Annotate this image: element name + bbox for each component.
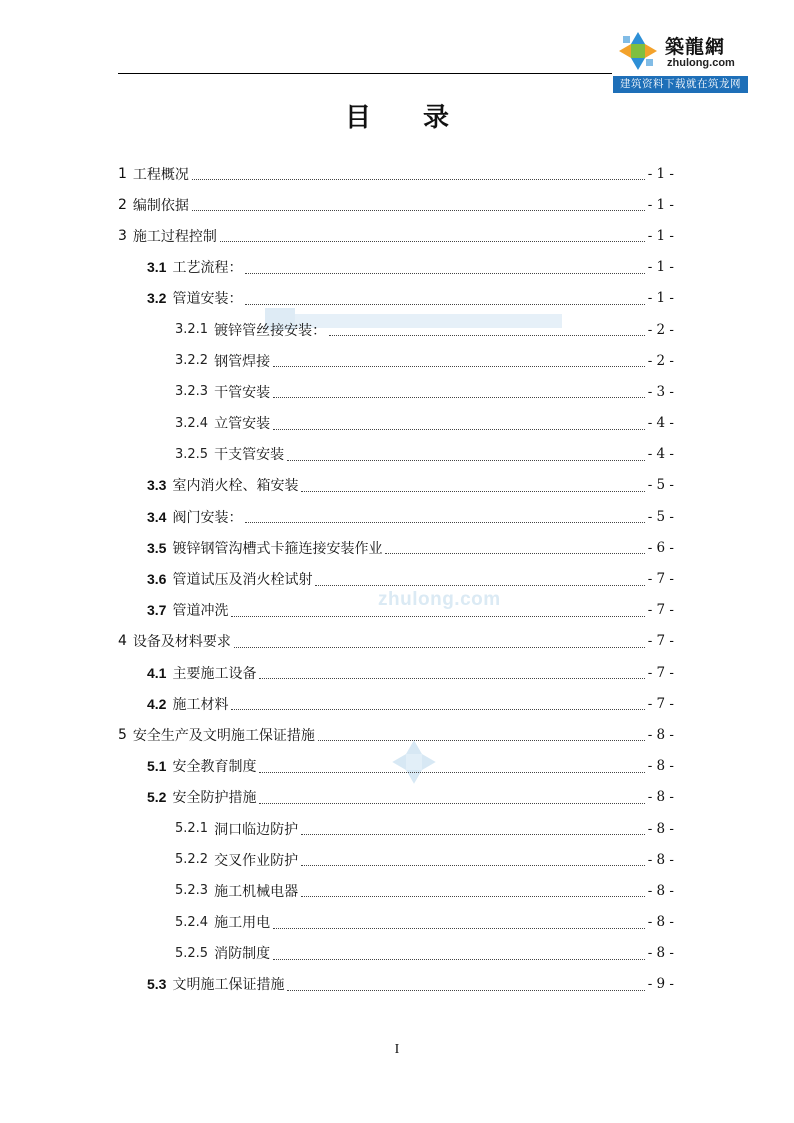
toc-dot-leader [234, 647, 645, 648]
toc-dot-leader [273, 928, 645, 929]
toc-entry[interactable] [118, 719, 674, 750]
toc-entry-number: 3.2.1 [175, 322, 209, 338]
toc-entry-number: 5.2.2 [175, 852, 209, 868]
toc-entry[interactable] [118, 283, 674, 314]
toc-entry-page: - 8 - [647, 726, 674, 743]
toc-dot-leader [220, 241, 645, 242]
toc-entry[interactable] [118, 439, 674, 470]
toc-entry-number: 3.2 [147, 290, 167, 307]
toc-dot-leader [287, 990, 644, 991]
toc-entry[interactable] [118, 938, 674, 969]
toc-entry-title: 管道冲洗 [172, 603, 229, 620]
toc-entry-page: - 4 - [647, 415, 674, 432]
toc-entry-number: 3 [118, 227, 127, 244]
toc-entry-title: 室内消火栓、箱安装 [172, 478, 299, 495]
toc-entry-page: - 7 - [647, 695, 674, 712]
toc-entry-number: 3.1 [147, 259, 167, 276]
toc-entry-number: 2 [118, 196, 127, 213]
toc-entry-page: - 7 - [647, 602, 674, 619]
toc-entry-page: - 1 - [647, 290, 674, 307]
toc-entry-page: - 8 - [647, 882, 674, 899]
title-char-1: 目 [344, 103, 371, 133]
toc-entry-title: 工艺流程： [172, 260, 243, 277]
watermark-text: zhulong.com [378, 589, 501, 610]
toc-entry-number: 5.1 [147, 758, 167, 775]
logo-slogan: 建筑资料下载就在筑龙网 [613, 76, 748, 93]
toc-entry-title: 阀门安装： [172, 509, 243, 526]
toc-entry[interactable] [118, 501, 674, 532]
toc-entry-title: 干管安装 [214, 384, 271, 401]
toc-entry-title: 交叉作业防护 [214, 852, 299, 869]
toc-dot-leader [231, 616, 644, 617]
toc-entry[interactable] [118, 875, 674, 906]
toc-entry-page: - 1 - [647, 259, 674, 276]
toc-entry-number: 3.2.3 [175, 384, 209, 400]
toc-entry-number: 4.2 [147, 695, 167, 712]
toc-dot-leader [259, 772, 644, 773]
toc-entry-number: 3.6 [147, 571, 167, 588]
toc-dot-leader [301, 491, 644, 492]
footer-page-number: I [394, 1042, 400, 1057]
toc-dot-leader [301, 834, 645, 835]
toc-dot-leader [301, 896, 645, 897]
toc-entry[interactable] [118, 907, 674, 938]
toc-entry-number: 4.1 [147, 664, 167, 681]
toc-entry[interactable] [118, 376, 674, 407]
toc-entry-number: 4 [118, 633, 127, 650]
toc-entry-title: 施工过程控制 [132, 228, 217, 245]
table-of-contents [118, 158, 674, 1000]
toc-dot-leader [245, 273, 644, 274]
toc-entry[interactable] [118, 563, 674, 594]
toc-entry-page: - 8 - [647, 851, 674, 868]
toc-entry-title: 安全生产及文明施工保证措施 [132, 727, 315, 744]
toc-dot-leader [273, 366, 645, 367]
toc-entry[interactable] [118, 220, 674, 251]
toc-entry[interactable] [118, 252, 674, 283]
toc-dot-leader [192, 179, 645, 180]
toc-entry-title: 施工机械电器 [214, 883, 299, 900]
toc-entry-page: - 1 - [647, 196, 674, 213]
toc-entry-page: - 1 - [647, 165, 674, 182]
toc-entry[interactable] [118, 844, 674, 875]
toc-entry-number: 5.2.1 [175, 821, 209, 837]
toc-entry-page: - 8 - [647, 789, 674, 806]
toc-entry-page: - 6 - [647, 539, 674, 556]
toc-entry[interactable] [118, 782, 674, 813]
toc-entry-title: 施工用电 [214, 915, 271, 932]
toc-entry-number: 5.2.4 [175, 914, 209, 930]
toc-entry-title: 工程概况 [132, 166, 189, 183]
toc-entry-number: 3.2.4 [175, 415, 209, 431]
toc-entry-page: - 7 - [647, 633, 674, 650]
toc-entry-page: - 5 - [647, 508, 674, 525]
toc-entry-number: 3.7 [147, 602, 167, 619]
toc-entry-title: 文明施工保证措施 [172, 977, 285, 994]
toc-entry[interactable] [118, 345, 674, 376]
toc-entry-number: 3.4 [147, 508, 167, 525]
toc-entry-title: 安全防护措施 [172, 790, 257, 807]
toc-dot-leader [245, 522, 644, 523]
toc-entry-number: 5.2.5 [175, 945, 209, 961]
toc-entry-title: 镀锌管丝接安装： [214, 322, 327, 339]
toc-entry-number: 5.2.3 [175, 883, 209, 899]
page-title [0, 97, 794, 134]
toc-entry-page: - 8 - [647, 758, 674, 775]
toc-entry[interactable] [118, 595, 674, 626]
logo-name: 築龍網 [665, 36, 726, 58]
toc-entry-page: - 9 - [647, 976, 674, 993]
toc-entry[interactable] [118, 189, 674, 220]
toc-entry[interactable] [118, 314, 674, 345]
toc-entry-page: - 3 - [647, 383, 674, 400]
toc-entry-number: 3.2.5 [175, 446, 209, 462]
toc-entry-page: - 2 - [647, 352, 674, 369]
toc-entry-title: 编制依据 [132, 197, 189, 214]
toc-entry-title: 管道试压及消火栓试射 [172, 572, 313, 589]
toc-entry-page: - 7 - [647, 664, 674, 681]
header-rule [118, 73, 612, 74]
toc-dot-leader [318, 740, 645, 741]
toc-entry-number: 5.3 [147, 976, 167, 993]
toc-entry-page: - 8 - [647, 820, 674, 837]
toc-entry[interactable] [118, 408, 674, 439]
toc-entry[interactable] [118, 969, 674, 1000]
zhulong-logo-icon [617, 30, 659, 72]
toc-entry-number: 3.3 [147, 477, 167, 494]
toc-entry-title: 设备及材料要求 [132, 634, 231, 651]
toc-dot-leader [329, 335, 645, 336]
toc-entry-title: 主要施工设备 [172, 665, 257, 682]
toc-entry-title: 钢管焊接 [214, 353, 271, 370]
toc-entry[interactable] [118, 751, 674, 782]
toc-entry[interactable] [118, 813, 674, 844]
toc-entry-title: 消防制度 [214, 946, 271, 963]
toc-dot-leader [273, 397, 645, 398]
zhulong-logo[interactable] [613, 28, 748, 94]
toc-dot-leader [259, 803, 644, 804]
toc-entry-title: 施工材料 [172, 696, 229, 713]
toc-entry-number: 1 [118, 165, 127, 182]
toc-entry-title: 安全教育制度 [172, 759, 257, 776]
toc-dot-leader [287, 460, 645, 461]
toc-dot-leader [301, 865, 645, 866]
toc-dot-leader [245, 304, 644, 305]
toc-dot-leader [231, 709, 644, 710]
toc-entry[interactable] [118, 657, 674, 688]
toc-dot-leader [273, 959, 645, 960]
toc-entry-page: - 4 - [647, 446, 674, 463]
toc-entry-page: - 8 - [647, 945, 674, 962]
toc-entry[interactable] [118, 688, 674, 719]
toc-entry-page: - 1 - [647, 227, 674, 244]
toc-entry[interactable] [118, 532, 674, 563]
toc-entry[interactable] [118, 626, 674, 657]
toc-dot-leader [315, 585, 644, 586]
toc-dot-leader [192, 210, 645, 211]
toc-dot-leader [385, 553, 644, 554]
toc-entry-page: - 2 - [647, 321, 674, 338]
toc-entry-title: 立管安装 [214, 416, 271, 433]
toc-entry-page: - 7 - [647, 571, 674, 588]
toc-entry-number: 3.5 [147, 539, 167, 556]
logo-domain: zhulong.com [667, 57, 735, 69]
title-char-2: 录 [423, 103, 450, 133]
toc-entry-number: 3.2.2 [175, 353, 209, 369]
toc-entry[interactable] [118, 158, 674, 189]
toc-entry-page: - 8 - [647, 914, 674, 931]
toc-entry-page: - 5 - [647, 477, 674, 494]
toc-dot-leader [259, 678, 644, 679]
toc-entry-title: 干支管安装 [214, 447, 285, 464]
toc-entry-number: 5 [118, 726, 127, 743]
toc-entry[interactable] [118, 470, 674, 501]
toc-dot-leader [273, 429, 645, 430]
toc-entry-title: 镀锌钢管沟槽式卡箍连接安装作业 [172, 540, 383, 557]
toc-entry-title: 洞口临边防护 [214, 821, 299, 838]
toc-entry-number: 5.2 [147, 789, 167, 806]
toc-entry-title: 管道安装： [172, 291, 243, 308]
